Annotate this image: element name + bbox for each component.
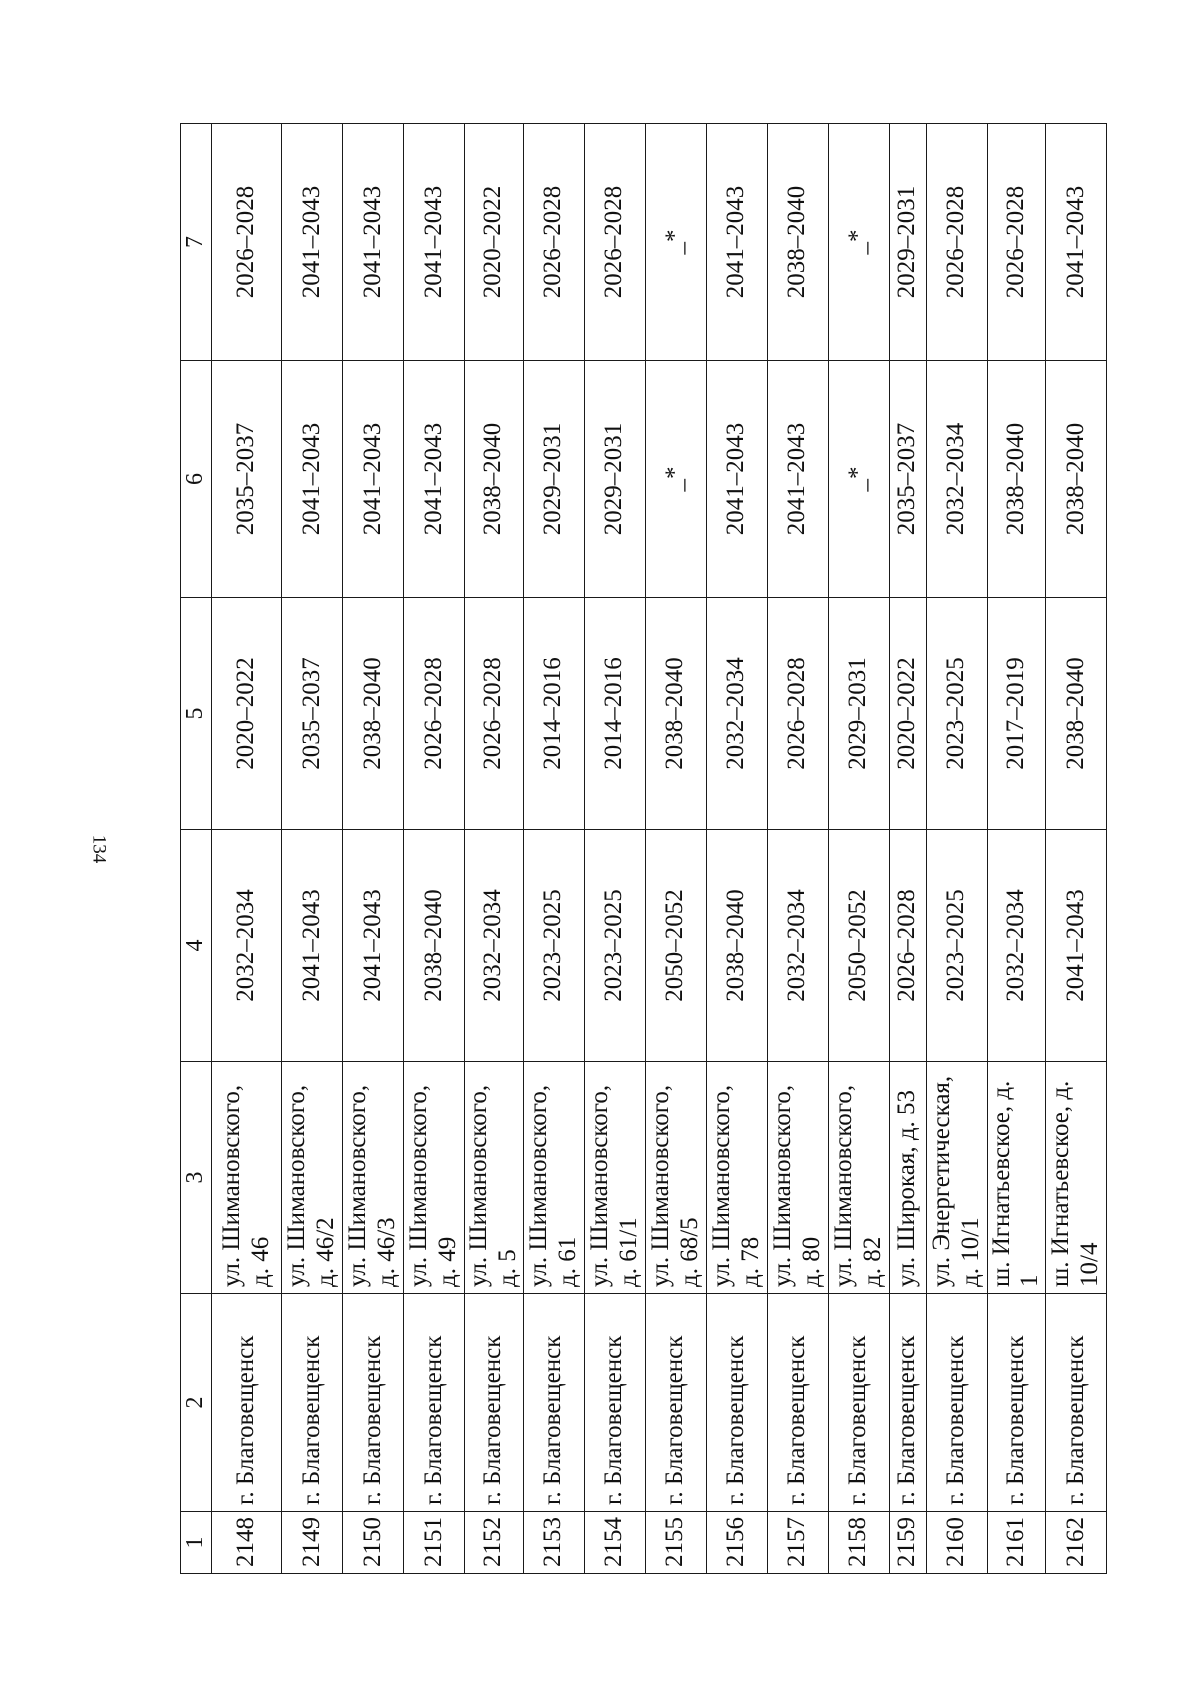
row-number-cell: 2148 [212, 1512, 282, 1574]
period-col7-cell: 2041–2043 [1046, 124, 1107, 361]
period-col4-cell: 2041–2043 [343, 830, 404, 1062]
period-col4-cell: 2038–2040 [404, 830, 465, 1062]
period-col6-cell: 2029–2031 [523, 361, 584, 598]
period-col4-cell: 2023–2025 [926, 830, 987, 1062]
period-col6-cell: _* [828, 361, 889, 598]
table-row [584, 124, 645, 1574]
row-number-cell: 2151 [404, 1512, 465, 1574]
header-cell: 7 [181, 124, 212, 361]
period-col7-cell: 2041–2043 [343, 124, 404, 361]
period-col5-cell: 2017–2019 [987, 598, 1046, 830]
header-cell: 5 [181, 598, 212, 830]
row-number-cell: 2152 [465, 1512, 524, 1574]
city-cell: г. Благовещенск [212, 1294, 282, 1512]
row-number-cell: 2157 [767, 1512, 828, 1574]
header-cell: 1 [181, 1512, 212, 1574]
period-col7-cell: 2026–2028 [523, 124, 584, 361]
city-cell: г. Благовещенск [767, 1294, 828, 1512]
row-number-cell: 2149 [282, 1512, 343, 1574]
page-number: 134 [88, 834, 110, 864]
city-cell: г. Благовещенск [343, 1294, 404, 1512]
city-cell: г. Благовещенск [926, 1294, 987, 1512]
address-cell: ул. Шимановского, д. 78 [706, 1062, 767, 1294]
row-number-cell: 2154 [584, 1512, 645, 1574]
period-col4-cell: 2026–2028 [889, 830, 926, 1062]
address-cell: ул. Шимановского, д. 49 [404, 1062, 465, 1294]
period-col6-cell: 2035–2037 [212, 361, 282, 598]
period-col4-cell: 2050–2052 [645, 830, 706, 1062]
table-row [282, 124, 343, 1574]
city-cell: г. Благовещенск [1046, 1294, 1107, 1512]
period-col5-cell: 2038–2040 [645, 598, 706, 830]
row-number-cell: 2150 [343, 1512, 404, 1574]
table-row [523, 124, 584, 1574]
city-cell: г. Благовещенск [987, 1294, 1046, 1512]
period-col5-cell: 2023–2025 [926, 598, 987, 830]
row-number-cell: 2153 [523, 1512, 584, 1574]
table-row [706, 124, 767, 1574]
period-col4-cell: 2032–2034 [212, 830, 282, 1062]
address-cell: ул. Шимановского, д. 80 [767, 1062, 828, 1294]
period-col4-cell: 2032–2034 [767, 830, 828, 1062]
header-cell: 2 [181, 1294, 212, 1512]
period-col4-cell: 2032–2034 [987, 830, 1046, 1062]
table-row [212, 124, 282, 1574]
address-cell: ул. Шимановского, д. 5 [465, 1062, 524, 1294]
table-row [828, 124, 889, 1574]
city-cell: г. Благовещенск [889, 1294, 926, 1512]
table-row [926, 124, 987, 1574]
period-col6-cell: 2032–2034 [926, 361, 987, 598]
period-col7-cell: 2026–2028 [926, 124, 987, 361]
city-cell: г. Благовещенск [645, 1294, 706, 1512]
period-col7-cell: _* [828, 124, 889, 361]
period-col4-cell: 2050–2052 [828, 830, 889, 1062]
address-cell: ул. Шимановского, д. 46/3 [343, 1062, 404, 1294]
period-col4-cell: 2041–2043 [1046, 830, 1107, 1062]
period-col5-cell: 2038–2040 [343, 598, 404, 830]
period-col6-cell: 2041–2043 [343, 361, 404, 598]
period-col5-cell: 2038–2040 [1046, 598, 1107, 830]
period-col7-cell: 2020–2022 [465, 124, 524, 361]
header-row [181, 124, 212, 1574]
table-row [343, 124, 404, 1574]
table-row [889, 124, 926, 1574]
period-col4-cell: 2032–2034 [465, 830, 524, 1062]
address-cell: ш. Игнатьевское, д. 1 [987, 1062, 1046, 1294]
city-cell: г. Благовещенск [706, 1294, 767, 1512]
row-number-cell: 2158 [828, 1512, 889, 1574]
address-cell: ул. Широкая, д. 53 [889, 1062, 926, 1294]
city-cell: г. Благовещенск [584, 1294, 645, 1512]
row-number-cell: 2160 [926, 1512, 987, 1574]
period-col7-cell: 2041–2043 [404, 124, 465, 361]
address-cell: ул. Шимановского, д. 46/2 [282, 1062, 343, 1294]
city-cell: г. Благовещенск [282, 1294, 343, 1512]
period-col6-cell: 2038–2040 [987, 361, 1046, 598]
address-cell: ул. Шимановского, д. 82 [828, 1062, 889, 1294]
header-cell: 4 [181, 830, 212, 1062]
city-cell: г. Благовещенск [828, 1294, 889, 1512]
row-number-cell: 2156 [706, 1512, 767, 1574]
period-col5-cell: 2032–2034 [706, 598, 767, 830]
row-number-cell: 2159 [889, 1512, 926, 1574]
period-col7-cell: 2026–2028 [987, 124, 1046, 361]
period-col5-cell: 2035–2037 [282, 598, 343, 830]
period-col5-cell: 2014–2016 [584, 598, 645, 830]
period-col4-cell: 2023–2025 [584, 830, 645, 1062]
address-cell: ул. Энергетическая, д. 10/1 [926, 1062, 987, 1294]
row-number-cell: 2161 [987, 1512, 1046, 1574]
row-number-cell: 2155 [645, 1512, 706, 1574]
period-col7-cell: _* [645, 124, 706, 361]
period-col4-cell: 2038–2040 [706, 830, 767, 1062]
period-col7-cell: 2026–2028 [212, 124, 282, 361]
period-col7-cell: 2029–2031 [889, 124, 926, 361]
table-row [767, 124, 828, 1574]
period-col6-cell: 2038–2040 [465, 361, 524, 598]
address-cell: ул. Шимановского, д. 61 [523, 1062, 584, 1294]
period-col6-cell: 2041–2043 [282, 361, 343, 598]
period-col5-cell: 2014–2016 [523, 598, 584, 830]
period-col7-cell: 2041–2043 [706, 124, 767, 361]
period-col5-cell: 2026–2028 [767, 598, 828, 830]
address-cell: ул. Шимановского, д. 46 [212, 1062, 282, 1294]
address-cell: ш. Игнатьевское, д. 10/4 [1046, 1062, 1107, 1294]
period-col6-cell: 2041–2043 [404, 361, 465, 598]
address-cell: ул. Шимановского, д. 61/1 [584, 1062, 645, 1294]
period-col7-cell: 2026–2028 [584, 124, 645, 361]
address-cell: ул. Шимановского, д. 68/5 [645, 1062, 706, 1294]
period-col4-cell: 2041–2043 [282, 830, 343, 1062]
period-col6-cell: 2041–2043 [767, 361, 828, 598]
period-col5-cell: 2026–2028 [465, 598, 524, 830]
city-cell: г. Благовещенск [523, 1294, 584, 1512]
period-col6-cell: _* [645, 361, 706, 598]
table-row [404, 124, 465, 1574]
header-cell: 6 [181, 361, 212, 598]
period-col7-cell: 2041–2043 [282, 124, 343, 361]
period-col6-cell: 2038–2040 [1046, 361, 1107, 598]
period-col5-cell: 2020–2022 [212, 598, 282, 830]
row-number-cell: 2162 [1046, 1512, 1107, 1574]
period-col5-cell: 2020–2022 [889, 598, 926, 830]
period-col7-cell: 2038–2040 [767, 124, 828, 361]
city-cell: г. Благовещенск [404, 1294, 465, 1512]
period-col6-cell: 2041–2043 [706, 361, 767, 598]
period-col5-cell: 2026–2028 [404, 598, 465, 830]
period-col4-cell: 2023–2025 [523, 830, 584, 1062]
table-row [645, 124, 706, 1574]
header-cell: 3 [181, 1062, 212, 1294]
data-table [180, 123, 1107, 1574]
rotated-table-block [180, 124, 1150, 1574]
table-row [465, 124, 524, 1574]
period-col6-cell: 2029–2031 [584, 361, 645, 598]
city-cell: г. Благовещенск [465, 1294, 524, 1512]
table-row [1046, 124, 1107, 1574]
table-row [987, 124, 1046, 1574]
period-col6-cell: 2035–2037 [889, 361, 926, 598]
period-col5-cell: 2029–2031 [828, 598, 889, 830]
